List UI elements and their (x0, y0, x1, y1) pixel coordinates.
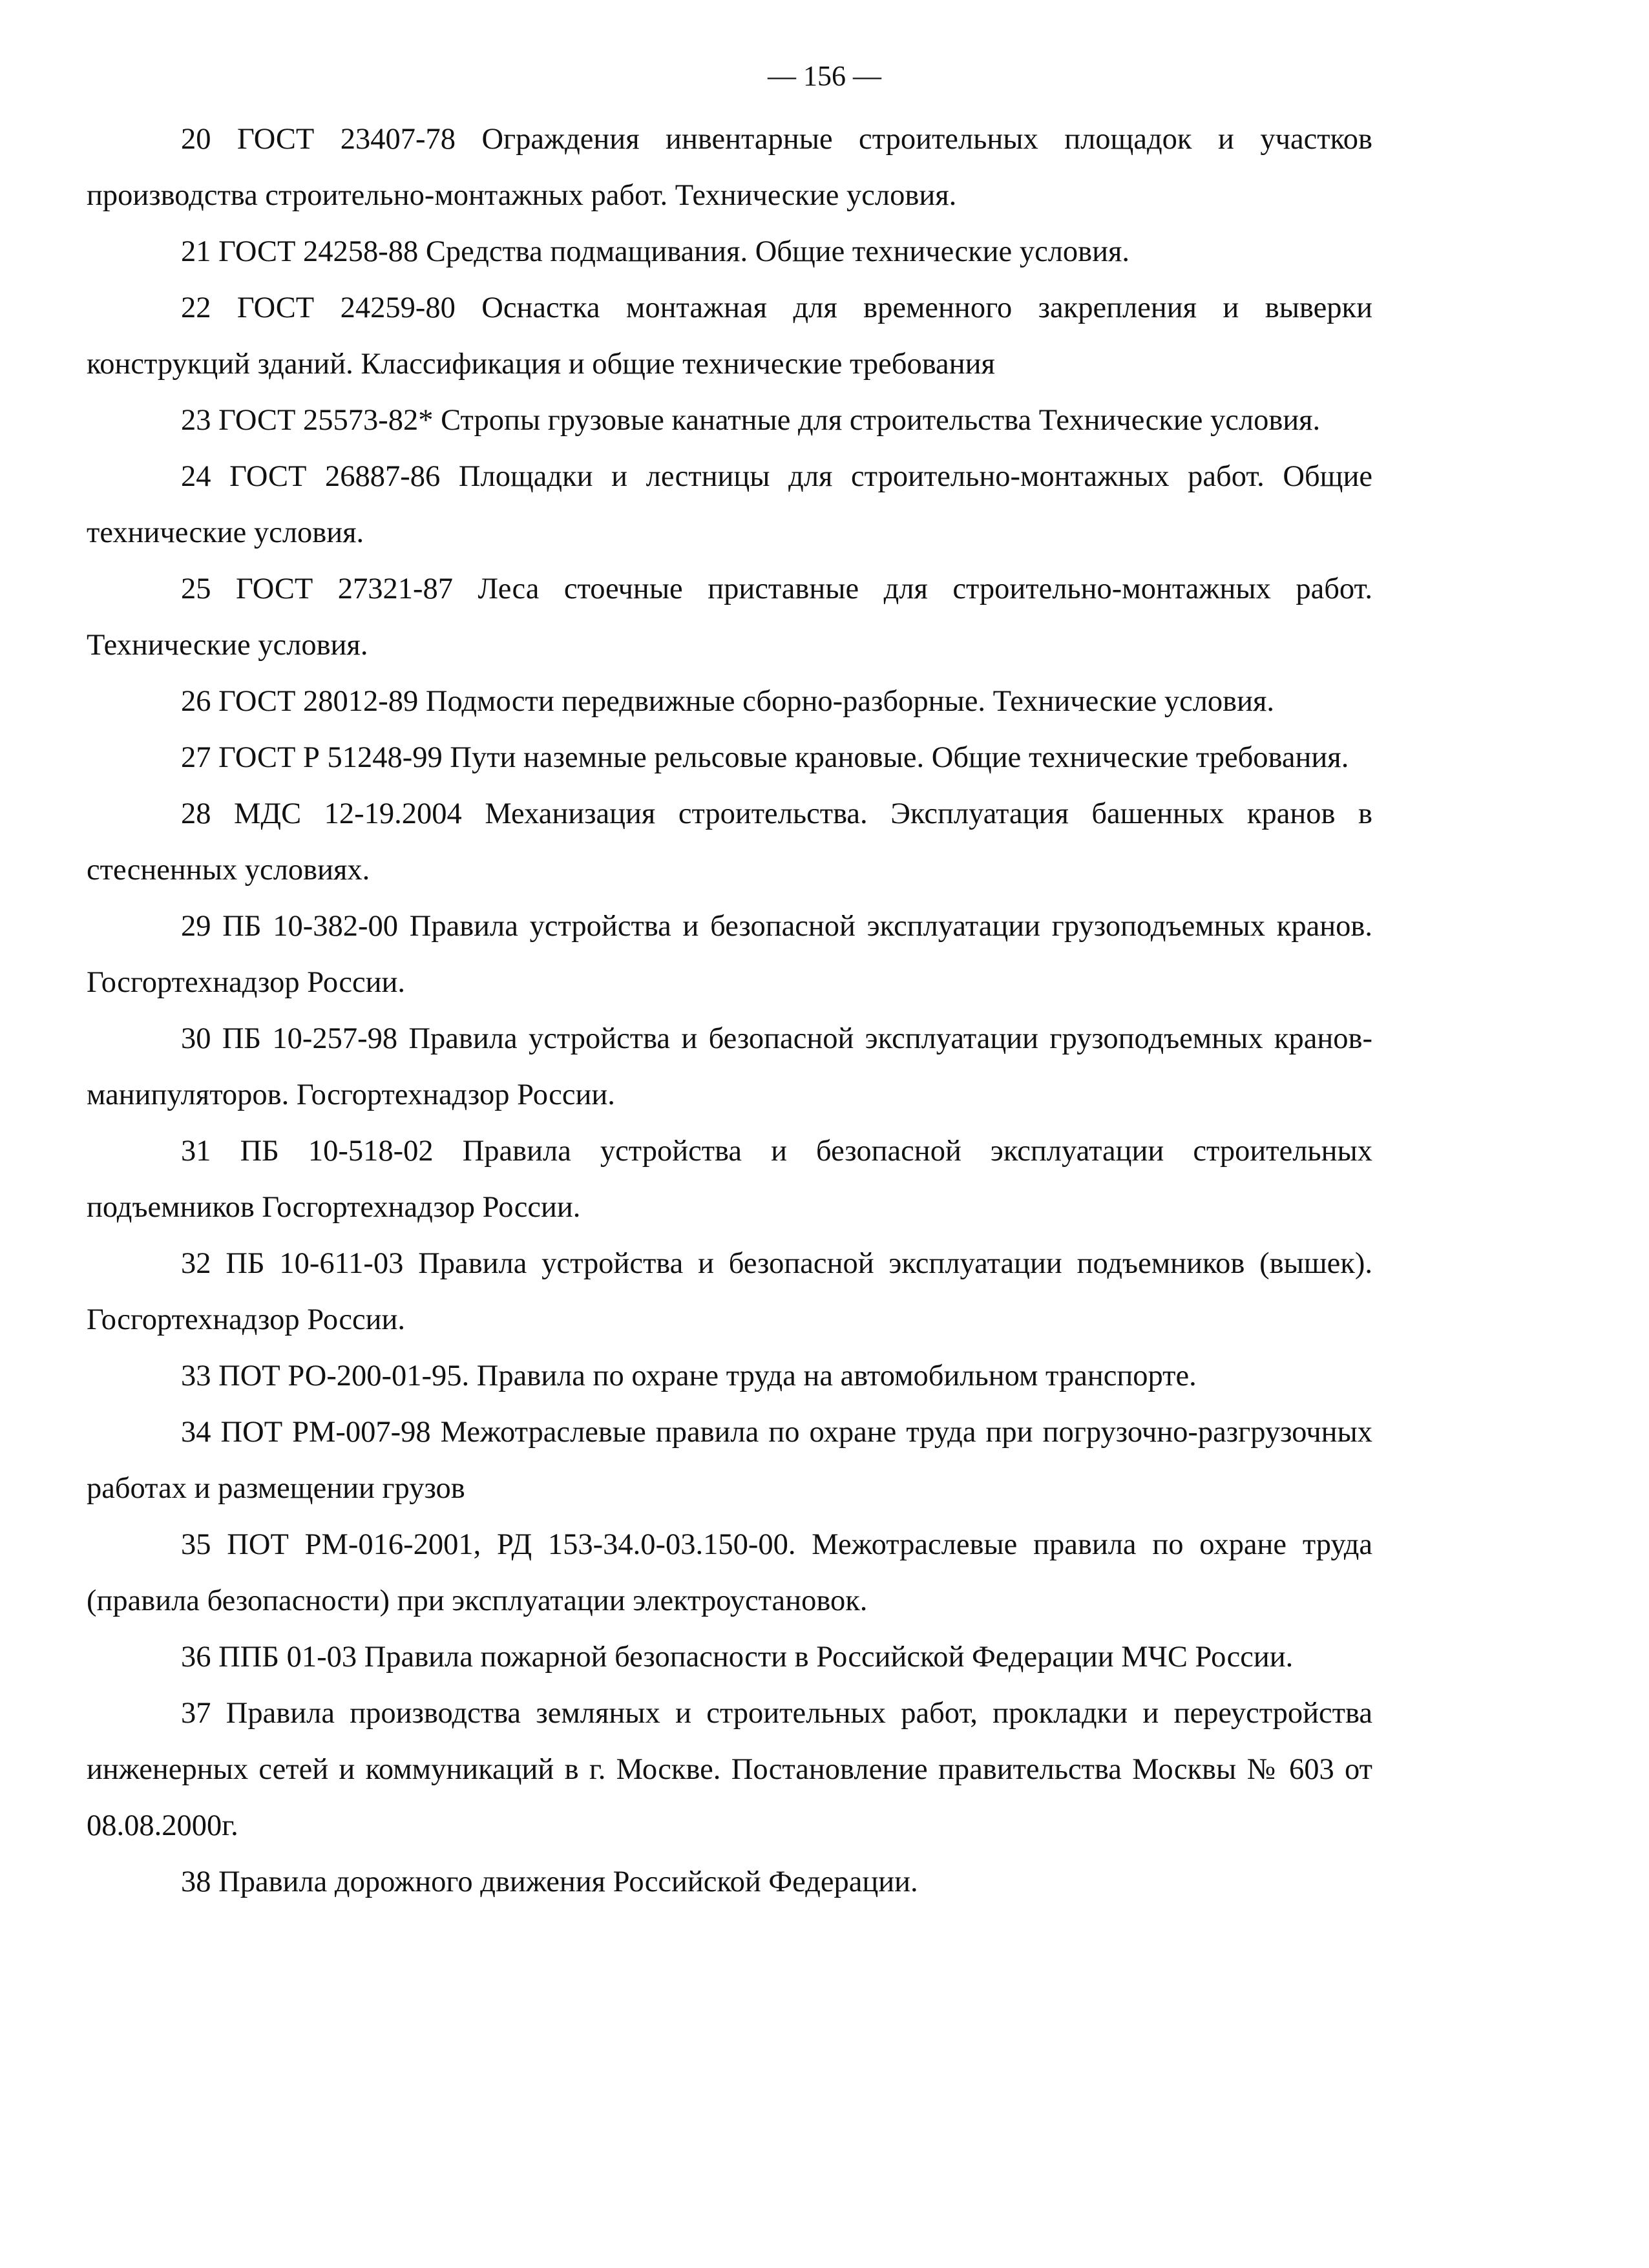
reference-item-38: 38 Правила дорожного движения Российской Федерации. (181, 1865, 918, 1898)
reference-item-29: 29 ПБ 10-382-00 Правила устройства и безопасной эксплуатации грузоподъемных кранов. Госгортехнадзор России. (87, 910, 1372, 999)
reference-item-20: 20 ГОСТ 23407-78 Ограждения инвентарные строительных площадок и участков производства строительно-монтажных работ. Технические условия. (87, 123, 1372, 212)
reference-item-32: 32 ПБ 10-611-03 Правила устройства и безопасной эксплуатации подъемников (вышек). Госгортехнадзор России. (87, 1247, 1372, 1336)
reference-item-33: 33 ПОТ РО-200-01-95. Правила по охране труда на автомобильном транспорте. (181, 1360, 1197, 1392)
reference-item-37: 37 Правила производства земляных и строительных работ, прокладки и переустройства инженерных сетей и коммуникаций в г. Москве. Постановление правительства Москвы № 603 от 08.08.2000г. (87, 1697, 1372, 1842)
reference-item-30: 30 ПБ 10-257-98 Правила устройства и безопасной эксплуатации грузоподъемных кранов-манипуляторов. Госгортехнадзор России. (87, 1022, 1372, 1111)
reference-item-22: 22 ГОСТ 24259-80 Оснастка монтажная для временного закрепления и выверки конструкций зданий. Классификация и общие технические требования (87, 291, 1372, 381)
page-number: — 156 — (768, 60, 881, 92)
reference-item-36: 36 ППБ 01-03 Правила пожарной безопасности в Российской Федерации МЧС России. (181, 1641, 1294, 1674)
reference-item-21: 21 ГОСТ 24258-88 Средства подмащивания. Общие технические условия. (181, 235, 1130, 268)
reference-item-23: 23 ГОСТ 25573-82* Стропы грузовые канатные для строительства Технические условия. (181, 404, 1321, 437)
reference-item-35: 35 ПОТ РМ-016-2001, РД 153-34.0-03.150-00. Межотраслевые правила по охране труда (правила безопасности) при эксплуатации электроустановок. (87, 1528, 1372, 1617)
reference-item-25: 25 ГОСТ 27321-87 Леса стоечные приставные для строительно-монтажных работ. Технические условия. (87, 572, 1372, 662)
reference-item-26: 26 ГОСТ 28012-89 Подмости передвижные сборно-разборные. Технические условия. (181, 685, 1275, 718)
reference-item-24: 24 ГОСТ 26887-86 Площадки и лестницы для строительно-монтажных работ. Общие технические условия. (87, 460, 1372, 549)
reference-item-31: 31 ПБ 10-518-02 Правила устройства и безопасной эксплуатации строительных подъемников Госгортехнадзор России. (87, 1135, 1372, 1224)
reference-item-28: 28 МДС 12-19.2004 Механизация строительства. Эксплуатация башенных кранов в стесненных условиях. (87, 797, 1372, 887)
reference-item-27: 27 ГОСТ Р 51248-99 Пути наземные рельсовые крановые. Общие технические требования. (181, 741, 1349, 774)
reference-item-34: 34 ПОТ РМ-007-98 Межотраслевые правила по охране труда при погрузочно-разгрузочных работах и размещении грузов (87, 1416, 1372, 1505)
reference-list (87, 111, 1372, 1910)
